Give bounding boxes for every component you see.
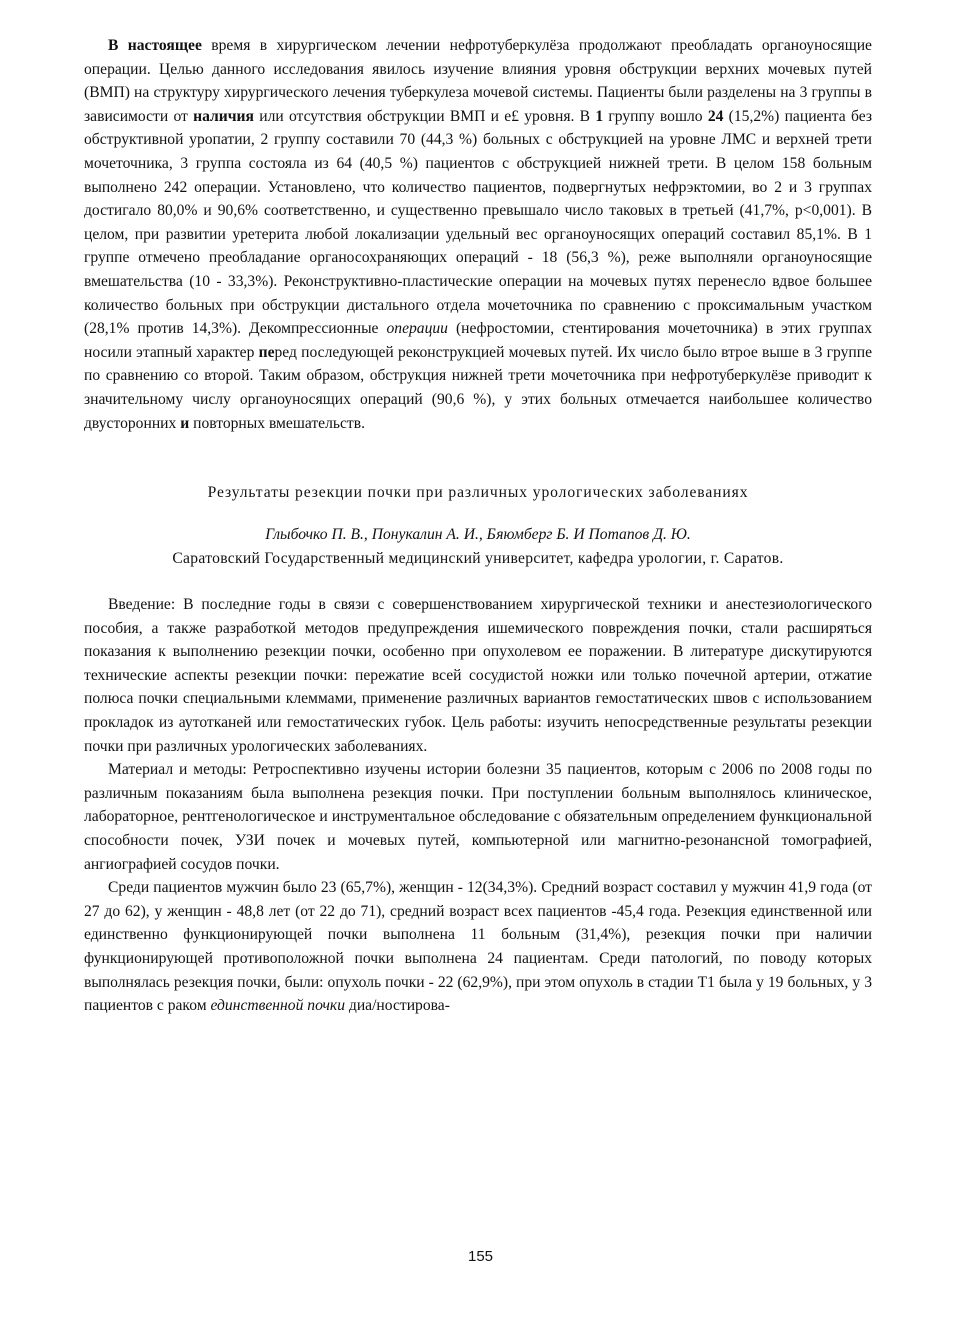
italic-text: операции <box>386 320 448 338</box>
article-title: Результаты резекции почки при различных урологических заболеваниях <box>207 484 749 502</box>
text-run: диа/ностирова- <box>345 997 450 1015</box>
section-gap <box>84 435 872 481</box>
text-run: или отсутствия обструкции ВМП и е£ уровня. В <box>253 107 596 125</box>
abstract-paragraph <box>84 34 872 435</box>
text-run: Среди пациентов мужчин было 23 (65,7%), женщин - 12(34,3%). Средний возраст составил у мужчин 41,9 года (от 27 до 62), у женщин - 48,8 лет (от 22 до 71), средний возраст всех пациентов -45,4 года. Резекция единственной или единственно функционирующей почки выполнена 11 больным (31,4%), резекция почки при наличии функционирующей противоположной почки выполнена 24 пациентам. Среди патологий, по поводу которых выполнялась резекция почки, были: опухоль почки - 22 (62,9%), при этом опухоль в стадии Т1 была у 19 больных, у 3 пациентов с раком <box>84 879 872 1015</box>
section-gap <box>84 571 872 593</box>
bold-text: и <box>180 414 190 432</box>
lead-bold-text: В настоящее <box>108 37 202 54</box>
patients-paragraph <box>84 876 872 1018</box>
article-authors: Глыбочко П. В., Понукалин А. И., Бяюмберг Б. И Потапов Д. Ю. <box>265 526 691 544</box>
bold-text: 1 <box>595 107 604 125</box>
text-run: ред последующей реконструкцией мочевых путей. Их число было втрое выше в 3 группе по сравнению со второй. Таким образом, обструкция нижней трети мочеточника при нефротуберкулёзе приводит к значительному числу органоуносящих операций (90,6 %), у этих больных отмечается наибольшее количество двусторонних <box>84 343 872 432</box>
text-run: время в хирургическом лечении нефротуберкулёза продолжают преобладать органоуносящие операции. Целью данного исследования явилось изучение влияния уровня обструкции верхних мочевых путей (ВМП) на структуру хирургического лечения туберкулеза мочевой системы. Пациенты были разделены на 3 группы в зависимости от <box>84 37 872 125</box>
text-run: (15,2%) пациента без обструктивной уропатии, 2 группу составили 70 (44,3 %) больных с обструкцией на уровне ЛМС и верхней трети мочеточника, 3 группа состояла из 64 (40,5 %) пациентов с обструкцией нижней трети. В целом 158 больным выполнено 242 операции. Установлено, что количество пациентов, подвергнутых нефрэктомии, во 2 и 3 группах достигало 80,0% и 90,6% соответственно, и существенно превышало число таковых в третьей (41,7%, р<0,001). В целом, при развитии уретерита любой локализации удельный вес органоуносящих операций составил 85,1%. В 1 группе отмечено преобладание органосохраняющих операций - 18 (56,3 %), реже выполняли органоуносящие вмешательства (10 - 33,3%). Реконструктивно-пластические операции на мочевых путях перенесло вдвое большее количество больных при обструкции дистального отдела мочеточника по сравнению с проксимальным участком (28,1% против 14,3%). Декомпрессионные <box>84 107 872 338</box>
article-affiliation: Саратовский Государственный медицинский университет, кафедра урологии, г. Саратов. <box>172 550 784 568</box>
bold-text: наличия <box>193 107 254 125</box>
methods-paragraph: Материал и методы: Ретроспективно изучены истории болезни 35 пациентов, которым с 2006 по 2008 годы по различным показаниям была выполнена резекция почки. При поступлении больным выполнялось клиническое, лабораторное, рентгенологическое и инструментальное обследование с обязательным определением функциональной способности почек, УЗИ почек и мочевых путей, компьютерной или магнитно-резонансной томографией, ангиографией сосудов почки. <box>84 761 872 873</box>
page-content <box>84 34 872 1018</box>
bold-text: пе <box>258 343 275 361</box>
text-run: группу вошло <box>603 107 708 125</box>
text-run: повторных вмешательств. <box>189 414 365 432</box>
text-run: (нефростомии, стентирования мочеточника) в этих группах носили этапный характер <box>84 320 873 361</box>
bold-text: 24 <box>707 107 724 125</box>
page-number: 155 <box>467 1248 494 1265</box>
italic-text: единственной почки <box>210 997 345 1015</box>
intro-paragraph: Введение: В последние годы в связи с совершенствованием хирургической техники и анестезиологического пособия, а также разработкой методов предупреждения ишемического повреждения почки, стали расширяться показания к выполнению резекции почки, особенно при опухолевом ее поражении. В литературе дискутируются технические аспекты резекции почки: пережатие всей сосудистой ножки или только почечной артерии, отжатие полюса почки специальными клеммами, применение различных вариантов гемостатических швов с использованием прокладок из аутотканей или гемостатических губок. Цель работы: изучить непосредственные результаты резекции почки при различных урологических заболеваниях. <box>84 596 872 755</box>
